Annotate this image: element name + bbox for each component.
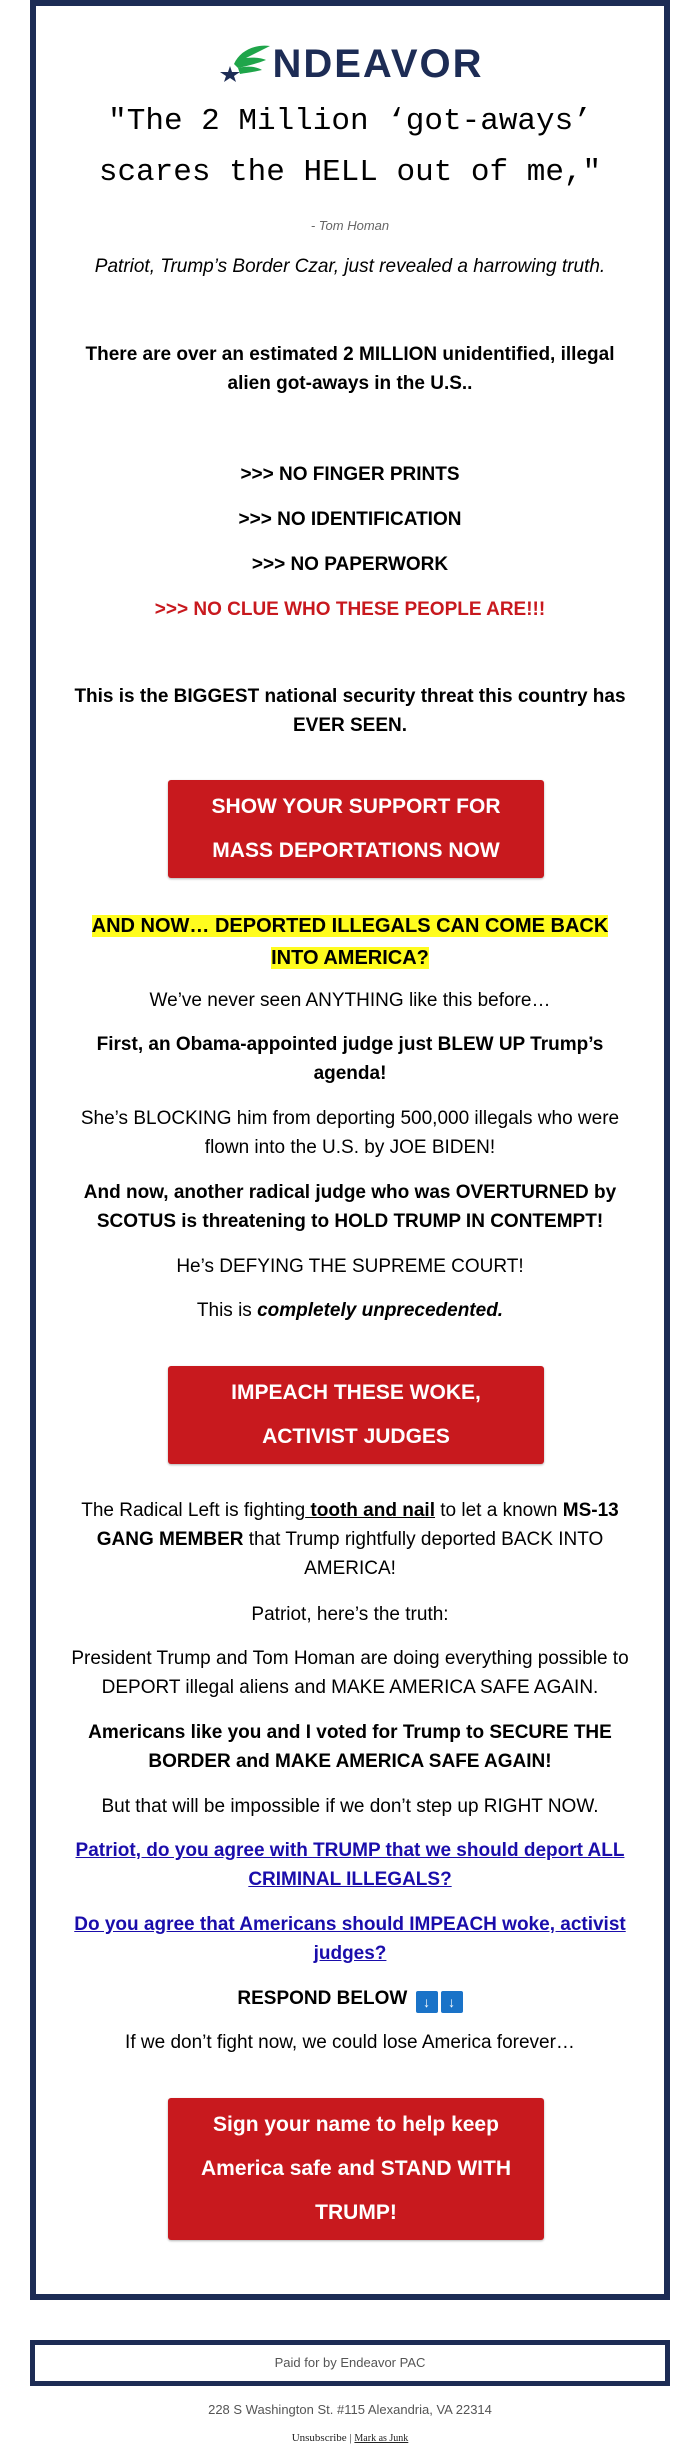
radical-left-prefix: The Radical Left is fighting [81,1500,306,1521]
headline-line-2: scares the HELL out of me," [98,155,602,190]
eagle-wing-icon [216,42,272,86]
overturned-text: And now, another radical judge who was OVERTURNED by SCOTUS is threatening to HOLD TRUMP IN CONTEMPT! [83,1182,617,1232]
estimate-text: There are over an estimated 2 MILLION unidentified, illegal alien got-aways in the U.S.. [85,344,615,394]
tooth-and-nail: tooth and nail [305,1500,435,1521]
respond-text: RESPOND BELOW [237,1988,408,2009]
sign-your-name-button[interactable] [168,2098,544,2240]
impossible-text: But that will be impossible if we don’t step up RIGHT NOW. [101,1796,599,1817]
blocking-text: She’s BLOCKING him from deporting 500,000 illegals who were flown into the U.S. by JOE BIDEN! [80,1108,620,1158]
unprecedented-emphasis: completely unprecedented. [257,1300,504,1321]
endeavor-logo [36,40,664,88]
button-line: ACTIVIST JUDGES [262,1425,450,1448]
paid-for-box [30,2340,670,2386]
button-line: MASS DEPORTATIONS NOW [212,839,500,862]
attribution: - Tom Homan [310,218,390,233]
unsubscribe-bar [0,2432,700,2444]
unsubscribe-link[interactable]: Unsubscribe [291,2432,347,2444]
button-line: America safe and STAND WITH [200,2157,511,2180]
bullet-identification: >>> NO IDENTIFICATION [238,509,462,530]
lose-america-text: If we don’t fight now, we could lose America forever… [125,2032,575,2053]
president-text: President Trump and Tom Homan are doing everything possible to DEPORT illegal aliens and MAKE AMERICA SAFE AGAIN. [71,1648,629,1698]
bullet-no-clue: >>> NO CLUE WHO THESE PEOPLE ARE!!! [154,599,546,620]
never-seen-text: We’ve never seen ANYTHING like this before… [149,990,551,1011]
voted-text: Americans like you and I voted for Trump to SECURE THE BORDER and MAKE AMERICA SAFE AGAIN! [88,1722,612,1772]
ms13-text: MS-13 GANG MEMBER [96,1500,619,1550]
email-frame [30,0,670,2300]
radical-left-suffix: that Trump rightfully deported BACK INTO AMERICA! [243,1529,604,1579]
unprecedented-prefix: This is [196,1300,258,1321]
separator: | [346,2432,355,2444]
support-deportations-button[interactable] [168,780,544,878]
bullet-paperwork: >>> NO PAPERWORK [251,554,449,575]
respond-below [56,1984,644,2013]
logo-text: NDEAVOR [272,42,484,86]
paid-for-text: Paid for by Endeavor PAC [274,2355,426,2370]
impeach-judges-button[interactable] [168,1366,544,1464]
highlight-text: AND NOW… DEPORTED ILLEGALS CAN COME BACK INTO AMERICA? [91,915,609,969]
down-arrow-icon: ↓ [441,1991,463,2013]
deport-criminals-link[interactable]: Patriot, do you agree with TRUMP that we should deport ALL CRIMINAL ILLEGALS? [75,1840,625,1890]
mark-as-junk-link[interactable]: Mark as Junk [354,2433,409,2444]
mailing-address: 228 S Washington St. #115 Alexandria, VA 22314 [208,2402,492,2417]
unprecedented-text [56,1296,644,1325]
obama-judge-text: First, an Obama-appointed judge just BLEW UP Trump’s agenda! [96,1034,604,1084]
radical-left-text [66,1496,634,1583]
truth-text: Patriot, here’s the truth: [251,1604,449,1625]
headline [56,96,644,198]
radical-left-middle: to let a known [434,1500,563,1521]
button-line: SHOW YOUR SUPPORT FOR [211,795,501,818]
headline-line-1: "The 2 Million ‘got-aways’ [108,104,592,139]
down-arrow-icon: ↓ [416,1991,438,2013]
link-deport-wrapper [62,1836,638,1894]
button-line: IMPEACH THESE WOKE, [231,1381,481,1404]
bullet-fingerprints: >>> NO FINGER PRINTS [240,464,460,485]
button-line: Sign your name to help keep [213,2113,499,2136]
highlight-heading [70,910,630,974]
impeach-judges-link[interactable]: Do you agree that Americans should IMPEACH woke, activist judges? [74,1914,626,1964]
link-impeach-wrapper [62,1910,638,1968]
threat-text: This is the BIGGEST national security threat this country has EVER SEEN. [74,686,626,736]
lead-text: Patriot, Trump’s Border Czar, just revealed a harrowing truth. [94,256,606,277]
button-line: TRUMP! [315,2201,397,2224]
defying-text: He’s DEFYING THE SUPREME COURT! [176,1256,524,1277]
